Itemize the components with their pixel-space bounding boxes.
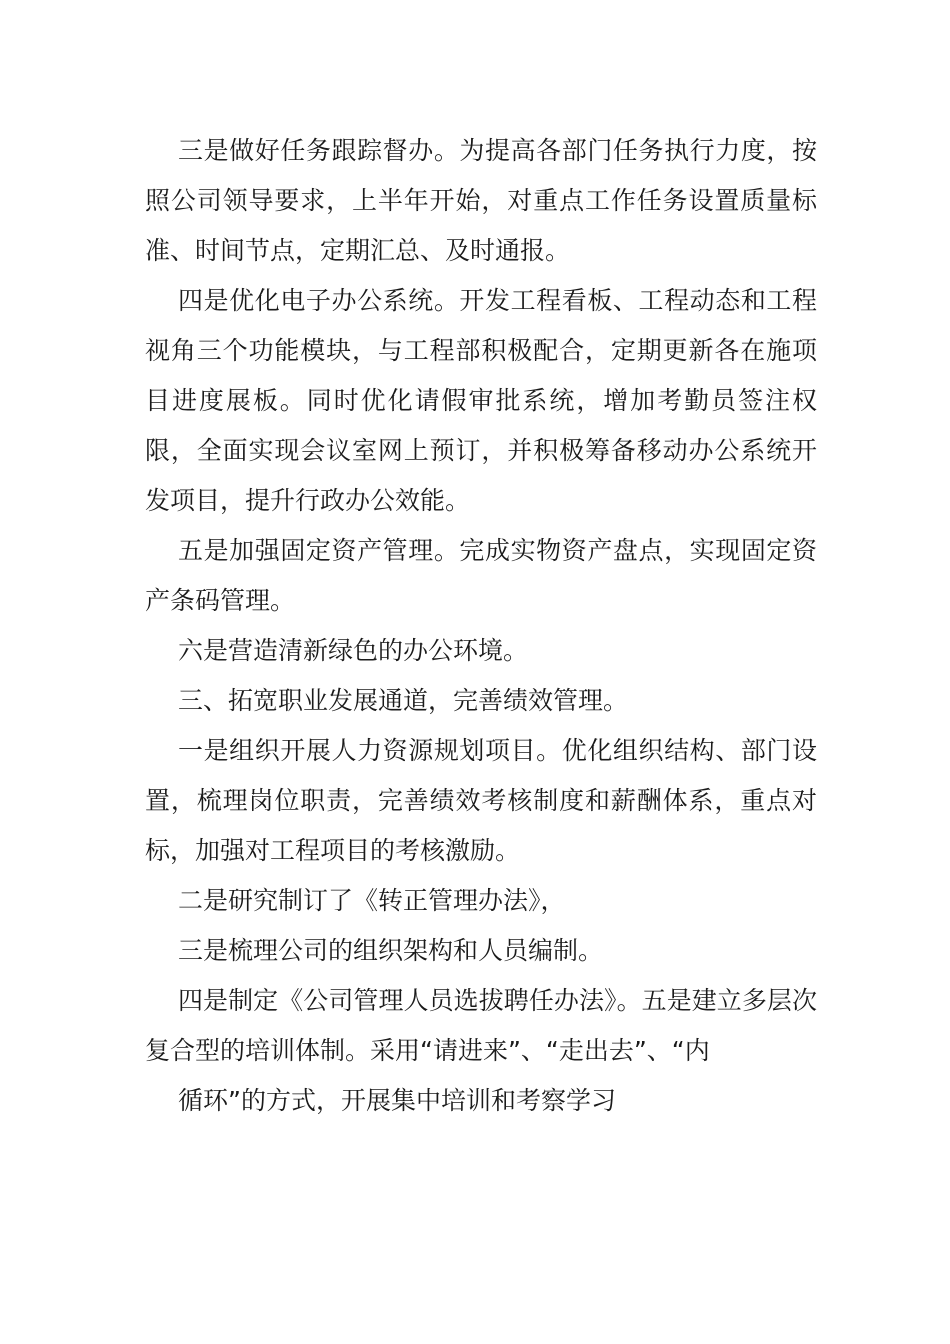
paragraph-probation-rules: 二是研究制订了《转正管理办法》， [178, 886, 566, 915]
paragraph-hr-planning: 一是组织开展人力资源规划项目。优化组织结构、部门设置，梳理岗位职责，完善绩效考核制度和薪酬体系，重点对标，加强对工程项目的考核激励。 [145, 736, 817, 865]
paragraph-task-tracking: 三是做好任务跟踪督办。为提高各部门任务执行力度，按照公司领导要求，上半年开始，对重点工作任务设置质量标准、时间节点，定期汇总、及时通报。 [145, 136, 817, 265]
paragraph-selection-training: 四是制定《公司管理人员选拔聘任办法》。五是建立多层次复合型的培训体制。采用“请进来”、“走出去”、“内 [145, 986, 817, 1065]
paragraph-office-environment: 六是营造清新绿色的办公环境。 [178, 636, 529, 665]
paragraph-training-continuation: 循环”的方式，开展集中培训和考察学习 [178, 1086, 616, 1115]
paragraph-org-structure: 三是梳理公司的组织架构和人员编制。 [178, 936, 604, 965]
section-heading-career-development: 三、拓宽职业发展通道，完善绩效管理。 [178, 686, 629, 715]
paragraph-office-system: 四是优化电子办公系统。开发工程看板、工程动态和工程视角三个功能模块，与工程部积极配合，定期更新各在施项目进度展板。同时优化请假审批系统，增加考勤员签注权限，全面实现会议室网上预订，并积极筹备移动办公系统开发项目，提升行政办公效能。 [145, 286, 817, 515]
document-body [145, 126, 817, 1126]
paragraph-fixed-assets: 五是加强固定资产管理。完成实物资产盘点，实现固定资产条码管理。 [145, 536, 817, 615]
